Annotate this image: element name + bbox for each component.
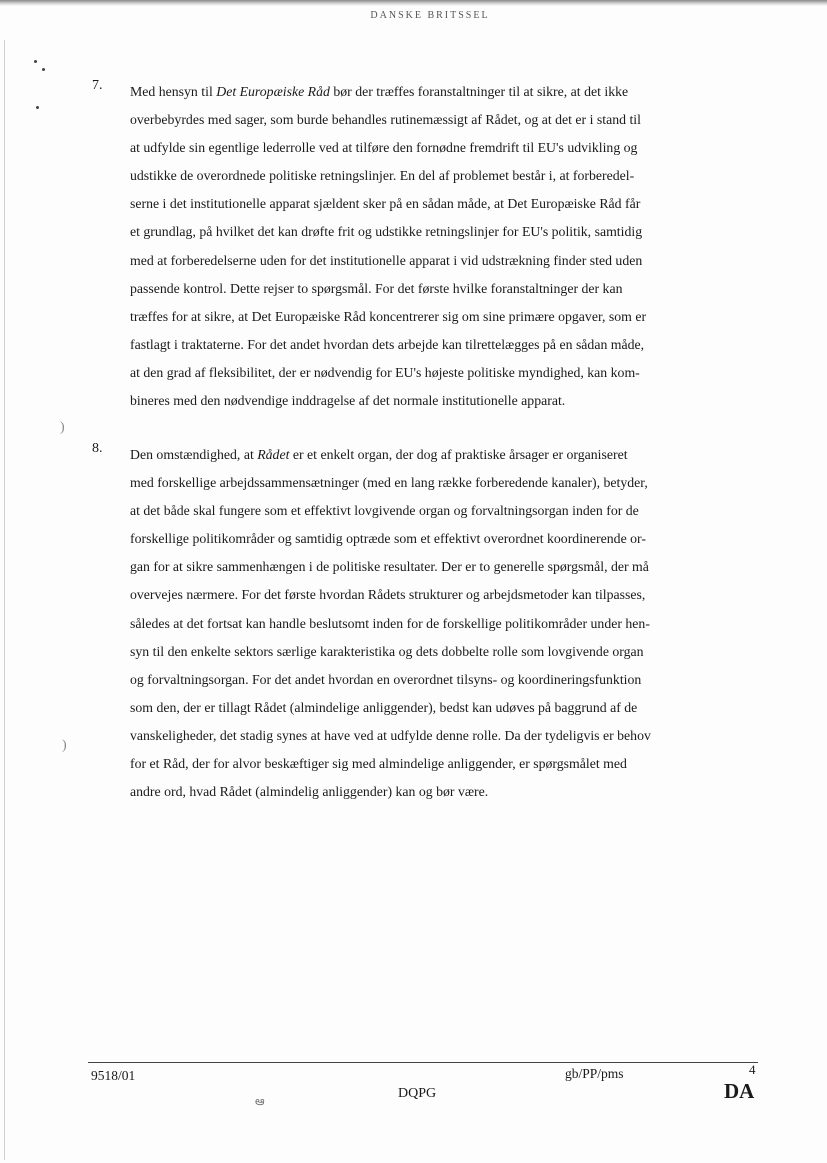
text-line — [130, 778, 757, 806]
paragraph-number: 7. — [92, 78, 103, 93]
text-line — [130, 581, 757, 609]
text-line — [130, 497, 757, 525]
text-segment: andre ord, hvad Rådet (almindelig anliggender) kan og bør være. — [130, 784, 489, 800]
paragraph-8 — [92, 441, 757, 806]
text-line — [130, 750, 757, 778]
text-line — [130, 610, 757, 638]
text-line — [130, 359, 757, 387]
text-segment: at den grad af fleksibilitet, der er nødvendig for EU's højeste politiske myndighed, kan kom- — [130, 364, 640, 380]
text-segment: overvejes nærmere. For det første hvordan Rådets strukturer og arbejdsmetoder kan tilpasses, — [130, 587, 646, 603]
text-line — [130, 218, 757, 246]
unit-code: DQPG — [398, 1086, 437, 1101]
text-segment: fastlagt i traktaterne. For det andet hvordan dets arbejde kan tilrettelægges på en sådan måde, — [130, 336, 645, 352]
text-line — [130, 469, 757, 497]
paragraph-number: 8. — [92, 441, 103, 456]
text-line — [130, 303, 757, 331]
text-segment: bør der træffes foranstaltninger til at sikre, at det ikke — [329, 84, 629, 99]
text-line — [130, 106, 757, 134]
text-segment: og forvaltningsorgan. For det andet hvordan en overordnet tilsyns- og koordineringsfunktion — [130, 671, 642, 687]
scan-smudge: ఆ — [255, 1094, 265, 1108]
text-segment: at det både skal fungere som et effektivt lovgivende organ og forvaltningsorgan inden for de — [130, 503, 639, 519]
fax-header: DANSKE BRITSSEL — [370, 10, 490, 21]
paragraph-7 — [92, 78, 757, 415]
text-segment: gan for at sikre sammenhængen i de politiske resultater. Der er to generelle spørgsmål, der må — [130, 559, 649, 575]
text-segment: for et Råd, der for alvor beskæftiger sig med almindelige anliggender, er spørgsmålet med — [130, 756, 627, 772]
text-line — [130, 638, 757, 666]
text-line — [130, 247, 757, 275]
text-line — [130, 722, 757, 750]
text-segment: serne i det institutionelle apparat sjældent sker på en sådan måde, at Det Europæiske Råd får — [130, 196, 641, 212]
text-segment: er et enkelt organ, der dog af praktiske årsager er organiseret — [289, 447, 628, 462]
text-line — [130, 666, 757, 694]
text-segment: bineres med den nødvendige inddragelse af det normale institutionelle apparat. — [130, 393, 566, 409]
text-segment: Med hensyn til — [130, 84, 217, 99]
paragraph-text — [130, 441, 757, 806]
text-segment: at udfylde sin egentlige lederrolle ved at tilføre den fornødne fremdrift til EU's udvikling og — [130, 140, 638, 156]
text-line — [130, 331, 757, 359]
italic-term: Rådet — [257, 447, 290, 462]
text-segment: træffes for at sikre, at Det Europæiske Råd koncentrerer sig om sine primære opgaver, som er — [130, 308, 647, 324]
text-line — [130, 553, 757, 581]
text-segment: vanskeligheder, det stadig synes at have ved at udfylde denne rolle. Da der tydeligvis er behov — [130, 727, 651, 743]
scan-speck — [36, 106, 39, 109]
text-line — [130, 275, 757, 303]
text-line — [130, 162, 757, 190]
paragraph-text — [130, 78, 757, 415]
text-segment: med forskellige arbejdssammensætninger (med en lang række forberedende kanaler), betyder, — [130, 475, 648, 491]
text-line — [130, 441, 757, 469]
text-line — [130, 190, 757, 218]
text-segment: passende kontrol. Dette rejser to spørgsmål. For det første hvilke foranstaltninger der kan — [130, 280, 623, 296]
scan-speck — [42, 68, 45, 71]
page-number: 4 — [749, 1062, 756, 1077]
text-line — [130, 78, 757, 106]
text-segment: Den omstændighed, at — [130, 447, 258, 462]
hole-punch-mark: ) — [62, 738, 67, 753]
footer-rule — [88, 1062, 758, 1063]
hole-punch-mark: ) — [60, 420, 65, 435]
text-segment: med at forberedelserne uden for det institutionelle apparat i vid udstrækning finder sted uden — [130, 252, 643, 268]
document-number: 9518/01 — [91, 1068, 136, 1083]
text-line — [130, 134, 757, 162]
text-segment: forskellige politikområder og samtidig optræde som et effektivt overordnet koordinerende or- — [130, 531, 646, 547]
text-line — [130, 694, 757, 722]
author-code: gb/PP/pms — [565, 1066, 624, 1081]
italic-term: Det Europæiske Råd — [216, 84, 330, 99]
text-line — [130, 387, 757, 415]
scan-left-edge — [4, 40, 5, 1160]
language-code: DA — [724, 1079, 755, 1103]
text-segment: udstikke de overordnede politiske retningslinjer. En del af problemet består i, at forberedel- — [130, 168, 635, 184]
scan-top-bar — [0, 0, 827, 6]
scan-speck — [34, 60, 37, 63]
text-line — [130, 525, 757, 553]
text-segment: overbebyrdes med sager, som burde behandles rutinemæssigt af Rådet, og at det er i stand til — [130, 112, 641, 128]
text-segment: som den, der er tillagt Rådet (almindelige anliggender), bedst kan udøves på baggrund af de — [130, 699, 638, 715]
text-segment: syn til den enkelte sektors særlige karakteristika og dets dobbelte rolle som lovgivende organ — [130, 643, 644, 659]
text-segment: et grundlag, på hvilket det kan drøfte frit og udstikke retningslinjer for EU's politik, samtidig — [130, 224, 643, 240]
text-segment: således at det fortsat kan handle beslutsomt inden for de forskellige politikområder under hen- — [130, 615, 650, 631]
